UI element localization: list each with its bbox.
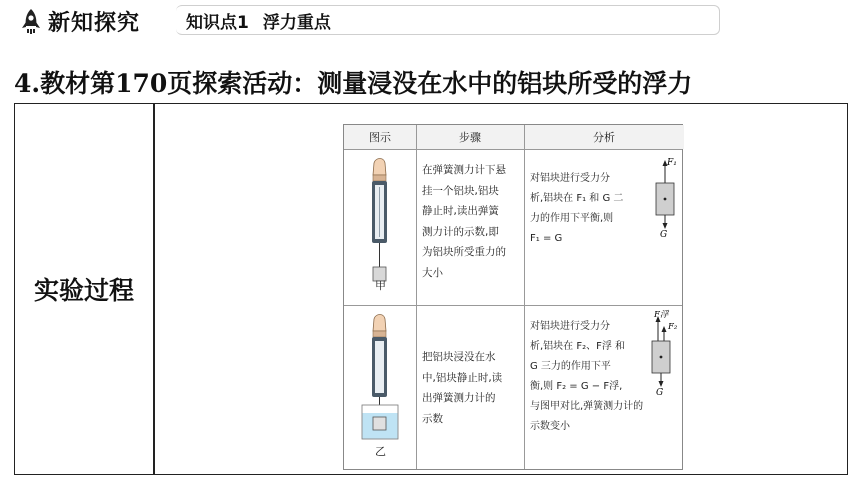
- section-header: [18, 6, 140, 36]
- row-label: 实验过程: [33, 276, 134, 305]
- inner-table: [343, 124, 683, 470]
- force-label: F₁: [667, 158, 677, 168]
- force-label: G: [660, 230, 668, 239]
- analysis-line: 与图甲对比,弹簧测力计的: [530, 401, 644, 412]
- force-diagram-2: [644, 309, 684, 399]
- analysis-text-2: [530, 317, 643, 437]
- analysis-line: 析,铝块在 F₁ 和 G 二: [530, 193, 624, 204]
- row-rule: [344, 305, 682, 306]
- step-line: 在弹簧测力计下悬: [422, 164, 506, 176]
- analysis-text-1: [530, 169, 623, 249]
- step-text-1: [422, 160, 506, 283]
- knowledge-point-topic: 浮力重点: [262, 12, 331, 33]
- analysis-line: 示数变小: [530, 421, 570, 432]
- analysis-line: 衡,则 F₂ = G − F浮,: [530, 381, 623, 392]
- force-diagram-1: [650, 155, 680, 239]
- column-divider: [153, 104, 155, 474]
- analysis-line: F₁ = G: [530, 233, 563, 244]
- figure-label: 乙: [375, 445, 386, 458]
- header-figure: 图示: [344, 125, 416, 149]
- step-line: 测力计的示数,即: [422, 225, 499, 238]
- step-text-2: [422, 347, 502, 429]
- page-heading: 4.教材第170页探索活动：测量浸没在水中的铝块所受的浮力: [14, 69, 693, 98]
- section-title: 新知探究: [48, 10, 141, 36]
- header-rule: [344, 149, 682, 150]
- force-label: F₂: [668, 322, 678, 332]
- spring-scale-figure-2: [358, 313, 404, 441]
- analysis-line: G 三力的作用下平: [530, 361, 611, 372]
- analysis-line: 析,铝块在 F₂、F浮 和: [530, 341, 626, 352]
- force-label: G: [656, 388, 664, 398]
- step-line: 中,铝块静止时,读: [422, 371, 503, 384]
- header-step: 步骤: [416, 125, 524, 149]
- knowledge-point-label: 知识点1: [186, 12, 249, 33]
- figure-label: 甲: [375, 279, 386, 292]
- force-label: F浮: [654, 310, 669, 320]
- analysis-line: 对铝块进行受力分: [530, 173, 610, 184]
- step-line: 示数: [422, 412, 443, 425]
- step-line: 出弹簧测力计的: [422, 392, 496, 404]
- spring-scale-figure-1: [358, 157, 402, 289]
- step-line: 把铝块浸没在水: [422, 351, 496, 363]
- step-line: 静止时,读出弹簧: [422, 205, 499, 217]
- header-analysis: 分析: [524, 125, 684, 149]
- inner-divider: [524, 125, 525, 469]
- knowledge-point-bar: [176, 5, 720, 35]
- step-line: 大小: [422, 266, 443, 279]
- analysis-line: 对铝块进行受力分: [530, 321, 610, 332]
- rocket-icon: [18, 7, 44, 35]
- step-line: 挂一个铝块,铝块: [422, 184, 499, 197]
- step-line: 为铝块所受重力的: [422, 246, 506, 258]
- analysis-line: 力的作用下平衡,则: [530, 213, 614, 224]
- inner-divider: [416, 125, 417, 469]
